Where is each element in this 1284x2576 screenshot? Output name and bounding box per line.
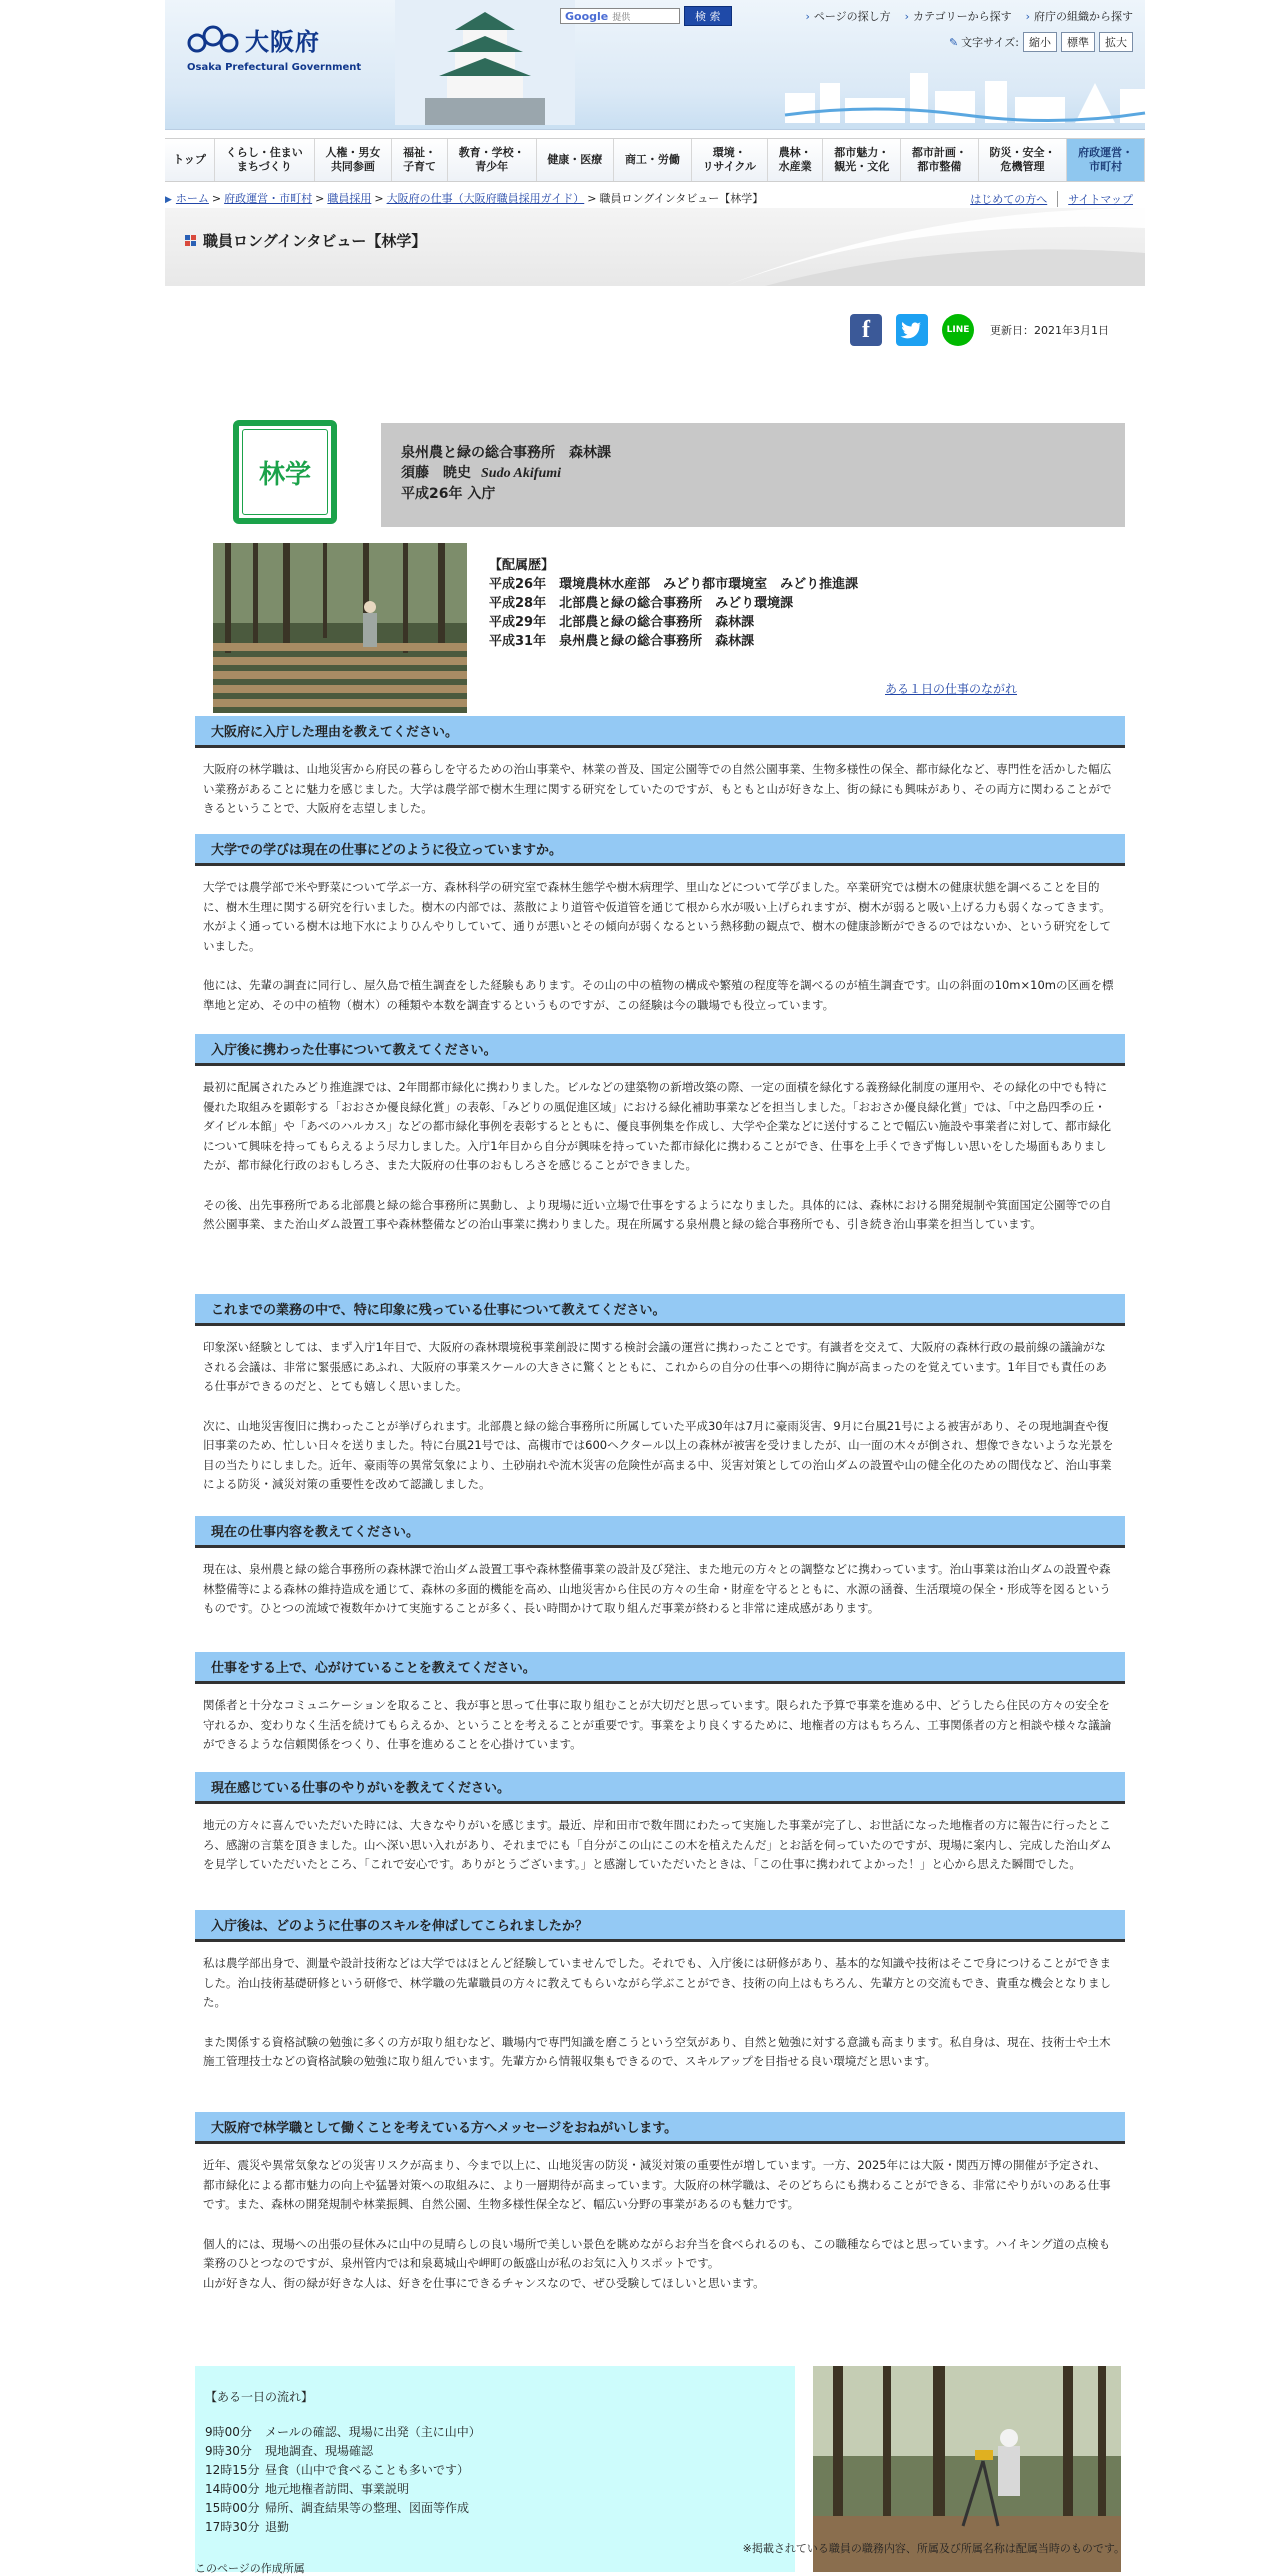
nav-urban-planning[interactable]: 都市計画・ 都市整備 bbox=[901, 139, 979, 181]
nav-disaster[interactable]: 防災・安全・ 危機管理 bbox=[979, 139, 1068, 181]
schedule-time: 17時30分 bbox=[205, 2520, 260, 2534]
breadcrumb-arrow-icon bbox=[165, 192, 176, 205]
facebook-share-icon[interactable]: f bbox=[850, 314, 882, 346]
assignment-history bbox=[489, 556, 858, 651]
title-swoosh-decoration bbox=[725, 208, 1145, 286]
schedule-time: 9時00分 bbox=[205, 2425, 252, 2439]
question-heading: これまでの業務の中で、特に印象に残っている仕事について教えてください。 bbox=[195, 1294, 1125, 1326]
nav-health[interactable]: 健康・医療 bbox=[537, 139, 615, 181]
question-heading: 現在感じている仕事のやりがいを教えてください。 bbox=[195, 1772, 1125, 1804]
link-by-organization[interactable]: › 府庁の組織から探す bbox=[1026, 8, 1133, 24]
schedule-row bbox=[205, 2518, 785, 2537]
breadcrumb-guide[interactable]: 大阪府の仕事（大阪府職員採用ガイド） bbox=[386, 192, 585, 205]
day-schedule-title: 【ある一日の流れ】 bbox=[205, 2390, 314, 2404]
answer-paragraph: 最初に配属されたみどり推進課では、2年間都市緑化に携わりました。ビルなどの建築物の新増改築の際、一定の面積を緑化する義務緑化制度の運用や、その緑化の中でも特に優れた取組みを顕彰する「おおさか優良緑化賞」の表彰、「みどりの風促進区域」における緑化補助事業などを担当しました。「おおさか優良緑化賞」では、「中之島四季の丘・ダイビル本館」や「あべのハルカス」などの都市緑化事例を表彰するとともに、優良事例集を作成し、大学や企業などに送付することで幅広い施設や事業者に対して、都市緑化について興味を持ってもらえるよう尽力しました。入庁1年目から自分が興味を持っていた都市緑化に携わることができ、仕事を上手くできず悔しい思いをした場面もありましたが、都市緑化行政のおもしろさ、また大阪府の仕事のおもしろさを感じることができました。 bbox=[203, 1080, 1112, 1172]
answer-paragraph: 関係者と十分なコミュニケーションを取ること、我が事と思って仕事に取り組むことが大切だと思っています。限られた予算で事業を進める中、どうしたら住民の方々の安全を守れるか、変わりなく生活を続けてもらえるか、ということを考えることが重要です。事業をより良くするために、地権者の方はもちろん、工事関係者の方と相談や様々な議論ができるような信頼関係をつくり、仕事を進めることを心掛けています。 bbox=[203, 1698, 1112, 1751]
breadcrumb-administration[interactable]: 府政運営・市町村 bbox=[224, 192, 313, 205]
schedule-row bbox=[205, 2461, 785, 2480]
history-item: 平成26年 環境農林水産部 みどり都市環境室 みどり推進課 bbox=[489, 577, 859, 592]
question-heading: 大学での学びは現在の仕事にどのように役立っていますか。 bbox=[195, 834, 1125, 866]
city-skyline-illustration bbox=[785, 53, 1145, 123]
field-badge-text: 林学 bbox=[258, 459, 311, 490]
font-size-standard-button[interactable]: 標準 bbox=[1061, 32, 1095, 52]
profile-box bbox=[381, 423, 1125, 527]
schedule-desc: メールの確認、現場に出発（主に山中） bbox=[265, 2425, 481, 2439]
answer-paragraph: 他には、先輩の調査に同行し、屋久島で植生調査をした経験もあります。その山の中の植物の構成や繁殖の程度等を調べるのが植生調査です。山の斜面の10m×10mの区画を標準地と定め、その中の植物（樹木）の種類や本数を調査するというものですが、この経験は今の職場でも役立っています。 bbox=[203, 978, 1114, 1012]
search-button[interactable]: 検 索 bbox=[684, 6, 732, 26]
answer-paragraph: 大阪府の林学職は、山地災害から府民の暮らしを守るための治山事業や、林業の普及、国定公園等での自然公園事業、生物多様性の保全、都市緑化など、専門性を活かした幅広い業務があることに魅力を感じました。大学は農学部で樹木生理に関する研究をしていたのですが、もともと山が好きな上、街の緑にも興味があり、その両方に関わることができるということで、大阪府を志望しました。 bbox=[203, 762, 1112, 815]
share-bar bbox=[850, 314, 1109, 346]
breadcrumb-home[interactable]: ホーム bbox=[175, 192, 209, 205]
nav-human-rights[interactable]: 人権・男女 共同参画 bbox=[315, 139, 393, 181]
title-bullet-icon bbox=[185, 235, 197, 247]
osaka-castle-illustration bbox=[395, 0, 575, 125]
breadcrumb-recruitment[interactable]: 職員採用 bbox=[327, 192, 372, 205]
link-first-time[interactable]: はじめての方へ bbox=[970, 193, 1048, 206]
qa-section bbox=[195, 1516, 1125, 1619]
history-title: 【配属歴】 bbox=[489, 558, 555, 573]
answer-paragraph: 次に、山地災害復旧に携わったことが挙げられます。北部農と緑の総合事務所に所属していた平成30年は7月に豪雨災害、9月に台風21号による被害があり、その現地調査や復旧事業のため、忙しい日々を送りました。特に台風21号では、高槻市では600ヘクタール以上の森林が被害を受けましたが、山一面の木々が倒され、想像できないような光景を目の当たりにしました。近年、豪雨等の異常気象により、土砂崩れや流木災害の危険性が高まる中、災害対策としての治山ダムの設置や山の健全化のための間伐など、治山事業による防災・減災対策の重要性を改めて認識しました。 bbox=[203, 1418, 1114, 1491]
qa-section bbox=[195, 1772, 1125, 1875]
answer-paragraph: 印象深い経験としては、まず入庁1年目で、大阪府の森林環境税事業創設に関する検討会議の運営に携わったことです。有識者を交えて、大阪府の森林行政の最前線の議論がなされる会議は、非常に緊張感にあふれ、大阪府の事業スケールの大きさに驚くとともに、これからの自分の仕事への期待に胸が高まったのを覚えています。1年目でも責任のある仕事ができるのだと、とても嬉しく思いました。 bbox=[203, 1340, 1107, 1393]
schedule-desc: 現地調査、現場確認 bbox=[265, 2444, 374, 2458]
page-title-text: 職員ロングインタビュー【林学】 bbox=[203, 232, 427, 250]
nav-living[interactable]: くらし・住まい まちづくり bbox=[215, 139, 315, 181]
schedule-row bbox=[205, 2442, 785, 2461]
answer-paragraph: また関係する資格試験の勉強に多くの方が取り組むなど、職場内で専門知識を磨こうという空気があり、自然と勉強に対する意識も高まります。私自身は、現在、技術士や土木施工管理技士などの資格試験の勉強に取り組んでいます。先輩方から情報収集もできるので、スキルアップを目指せる良い環境だと思います。 bbox=[203, 2034, 1111, 2068]
question-heading: 大阪府に入庁した理由を教えてください。 bbox=[195, 716, 1125, 748]
nav-tourism[interactable]: 都市魅力・ 観光・文化 bbox=[823, 139, 901, 181]
question-heading: 入庁後は、どのように仕事のスキルを伸ばしてこられましたか？ bbox=[195, 1910, 1125, 1942]
answer-body bbox=[195, 1942, 1125, 2072]
schedule-desc: 帰所、調査結果等の整理、図面等作成 bbox=[265, 2501, 470, 2515]
field-badge bbox=[233, 420, 337, 524]
answer-body bbox=[195, 2144, 1125, 2293]
schedule-desc: 地元地権者訪問、事業説明 bbox=[265, 2482, 410, 2496]
qa-section bbox=[195, 716, 1125, 819]
search-placeholder: 提供 bbox=[612, 12, 631, 23]
qa-section bbox=[195, 1652, 1125, 1755]
history-item: 平成31年 泉州農と緑の総合事務所 森林課 bbox=[489, 634, 755, 649]
answer-paragraph: 私は農学部出身で、測量や設計技術などは大学ではほとんど経験していませんでした。それでも、入庁後には研修があり、基本的な知識や技術はそこで身につけることができました。治山技術基礎研修という研修で、林学職の先輩職員の方々に教えてもらいながら学ぶことができ、技術の向上はもちろん、先輩方との交流もでき、貴重な機会となりました。 bbox=[203, 1956, 1112, 2009]
day-flow-link[interactable]: ある１日の仕事のながれ bbox=[885, 682, 1018, 696]
answer-paragraph: 大学では農学部で米や野菜について学ぶ一方、森林科学の研究室で森林生態学や樹木病理学、里山などについて学びました。卒業研究では樹木の健康状態を調べることを目的に、樹木生理に関する研究を行いました。樹木の内部では、蒸散により道管や仮道管を通じて根から水が吸い上げられますが、樹木が弱ると吸い上げる力も弱くなってきます。水がよく通っている樹木は地下水によりひんやりしていて、通りが悪いとその傾向が弱くなるという熱移動の観点で、樹木の健康診断ができるのではないか、という研究をしていました。 bbox=[203, 880, 1112, 953]
breadcrumb: ▶ ホーム > 府政運営・市町村 > 職員採用 > 大阪府の仕事（大阪府職員採用ガイド） > 職員ロングインタビュー【林学】 はじめての方へ サイトマップ bbox=[165, 188, 1145, 208]
font-size-larger-button[interactable]: 拡大 bbox=[1099, 32, 1133, 52]
profile-name-row bbox=[401, 463, 1105, 484]
qa-section bbox=[195, 2112, 1125, 2293]
question-heading: 仕事をする上で、心がけていることを教えてください。 bbox=[195, 1652, 1125, 1684]
schedule-desc: 退勤 bbox=[265, 2520, 290, 2534]
nav-education[interactable]: 教育・学校・ 青少年 bbox=[448, 139, 537, 181]
profile-joined: 平成26年 入庁 bbox=[401, 486, 496, 502]
title-bar bbox=[165, 208, 1145, 286]
answer-paragraph: 現在は、泉州農と緑の総合事務所の森林課で治山ダム設置工事や森林整備事業の設計及び発注、また地元の方々との調整などに携わっています。治山事業は治山ダムの設置や森林整備等による森林の維持造成を通じて、森林の多面的機能を高め、山地災害から住民の方々の生命・財産を守るとともに、水源の涵養、生活環境の保全・形成等を図るというものです。ひとつの流域で複数年かけて実施することが多く、長い時間かけて取り組んだ事業が終わると非常に達成感があります。 bbox=[203, 1562, 1111, 1615]
logo-text: 大阪府 bbox=[245, 28, 320, 56]
breadcrumb-current: 職員ロングインタビュー【林学】 bbox=[599, 192, 764, 205]
font-size-control bbox=[949, 32, 1133, 52]
answer-body bbox=[195, 1804, 1125, 1875]
nav-environment[interactable]: 環境・ リサイクル bbox=[692, 139, 768, 181]
question-heading: 入庁後に携わった仕事について教えてください。 bbox=[195, 1034, 1125, 1066]
schedule-time: 14時00分 bbox=[205, 2482, 260, 2496]
answer-body bbox=[195, 748, 1125, 819]
answer-paragraph: その後、出先事務所である北部農と緑の総合事務所に異動し、より現場に近い立場で仕事をするようになりました。具体的には、森林における開発規制や箕面国定公園等での自然公園事業、また治山ダム設置工事や森林整備などの治山事業に携わりました。現在所属する泉州農と緑の総合事務所でも、引き続き治山事業を担当しています。 bbox=[203, 1197, 1112, 1231]
global-nav bbox=[165, 138, 1145, 182]
answer-paragraph: 近年、震災や異常気象などの災害リスクが高まり、今まで以上に、山地災害の防災・減災対策の重要性が増しています。一方、2025年には大阪・関西万博の開催が予定され、都市緑化による都市魅力の向上や猛暑対策への取組みに、より一層期待が高まっています。大阪府の林学職は、そのどちらにも携わることができる、非常にやりがいのある仕事です。また、森林の開発規制や林業振興、自然公園、生物多様性保全など、幅広い分野の事業があるのも魅力です。 bbox=[203, 2158, 1111, 2211]
answer-paragraph: 個人的には、現場への出張の昼休みに山中の見晴らしの良い場所で美しい景色を眺めながらお弁当を食べられるのも、この職種ならではと思っています。ハイキング道の点検も業務のひとつなのですが、泉州管内では和泉葛城山や岬町の飯盛山が私のお気に入りスポットです。 山が好きな人、街の緑が好きな人は、好きを仕事にできるチャンスなので、ぜひ受験してほしいと思います。 bbox=[203, 2236, 1111, 2290]
link-how-to-search[interactable]: › ページの探し方 bbox=[805, 8, 890, 24]
answer-paragraph: 地元の方々に喜んでいただいた時には、大きなやりがいを感じます。最近、岸和田市で数年間にわたって実施した事業が完了し、お世話になった地権者の方に報告に行ったところ、感謝の言葉を頂きました。山へ深い思い入れがあり、それまでにも「自分がこの山にこの木を植えたんだ」とお話を伺っていたのですが、現場に案内し、完成した治山ダムを見学していただいたところ、「これで安心です。ありがとうございます。」と感謝していただいたときは、「この仕事に携われてよかった！」と心から思えた瞬間でした。 bbox=[203, 1818, 1112, 1871]
qa-section bbox=[195, 1910, 1125, 2072]
schedule-row bbox=[205, 2423, 785, 2442]
answer-body bbox=[195, 1548, 1125, 1619]
nav-welfare[interactable]: 福祉・ 子育て bbox=[392, 139, 448, 181]
profile-name-en: Sudo Akifumi bbox=[481, 466, 562, 481]
profile-name: 須藤 暁史 bbox=[401, 465, 471, 481]
schedule-desc: 昼食（山中で食べることも多いです） bbox=[265, 2463, 470, 2477]
schedule-row bbox=[205, 2499, 785, 2518]
updated-date: 更新日：2021年3月1日 bbox=[990, 324, 1109, 337]
answer-body bbox=[195, 1066, 1125, 1235]
link-by-category[interactable]: › カテゴリーから探す bbox=[905, 8, 1012, 24]
page-title bbox=[185, 230, 426, 251]
google-icon: Google bbox=[565, 9, 609, 23]
answer-body bbox=[195, 866, 1125, 1015]
question-heading: 現在の仕事内容を教えてください。 bbox=[195, 1516, 1125, 1548]
nav-commerce[interactable]: 商工・労働 bbox=[614, 139, 692, 181]
day-schedule bbox=[195, 2366, 795, 2572]
logo-text-en: Osaka Prefectural Government bbox=[187, 62, 362, 73]
footnote: ※掲載されている職員の職務内容、所属及び所属名称は配属当時のものです。 bbox=[742, 2542, 1125, 2555]
site-logo[interactable] bbox=[187, 22, 362, 73]
qa-section bbox=[195, 834, 1125, 1015]
answer-body bbox=[195, 1326, 1125, 1495]
twitter-share-icon[interactable] bbox=[896, 314, 928, 346]
schedule-time: 15時00分 bbox=[205, 2501, 260, 2515]
page bbox=[165, 0, 1145, 2575]
inquiry-heading: このページの作成所属 bbox=[195, 2562, 305, 2575]
nav-agriculture[interactable]: 農林・ 水産業 bbox=[768, 139, 824, 181]
utility-links bbox=[970, 191, 1133, 207]
schedule-row bbox=[205, 2480, 785, 2499]
forest-staircase-photo bbox=[213, 543, 467, 713]
schedule-time: 9時30分 bbox=[205, 2444, 252, 2458]
schedule-time: 12時15分 bbox=[205, 2463, 260, 2477]
link-sitemap[interactable]: サイトマップ bbox=[1057, 191, 1133, 207]
line-share-icon[interactable]: LINE bbox=[942, 314, 974, 346]
question-heading: 大阪府で林学職として働くことを考えている方へメッセージをおねがいします。 bbox=[195, 2112, 1125, 2144]
history-item: 平成28年 北部農と緑の総合事務所 みどり環境課 bbox=[489, 596, 794, 611]
nav-administration[interactable]: 府政運営・ 市町村 bbox=[1067, 139, 1145, 181]
osaka-logo-mark-icon bbox=[187, 23, 239, 57]
site-search bbox=[560, 6, 732, 26]
history-item: 平成29年 北部農と緑の総合事務所 森林課 bbox=[489, 615, 755, 630]
profile-dept: 泉州農と緑の総合事務所 森林課 bbox=[401, 445, 611, 461]
qa-section bbox=[195, 1294, 1125, 1495]
site-header bbox=[165, 0, 1145, 130]
answer-body bbox=[195, 1684, 1125, 1755]
font-size-label: ✎ 文字サイズ: bbox=[949, 34, 1019, 50]
font-size-smaller-button[interactable]: 縮小 bbox=[1023, 32, 1057, 52]
qa-section bbox=[195, 1034, 1125, 1235]
nav-top[interactable]: トップ bbox=[165, 139, 215, 181]
search-input[interactable] bbox=[560, 8, 680, 24]
header-links bbox=[805, 8, 1133, 24]
